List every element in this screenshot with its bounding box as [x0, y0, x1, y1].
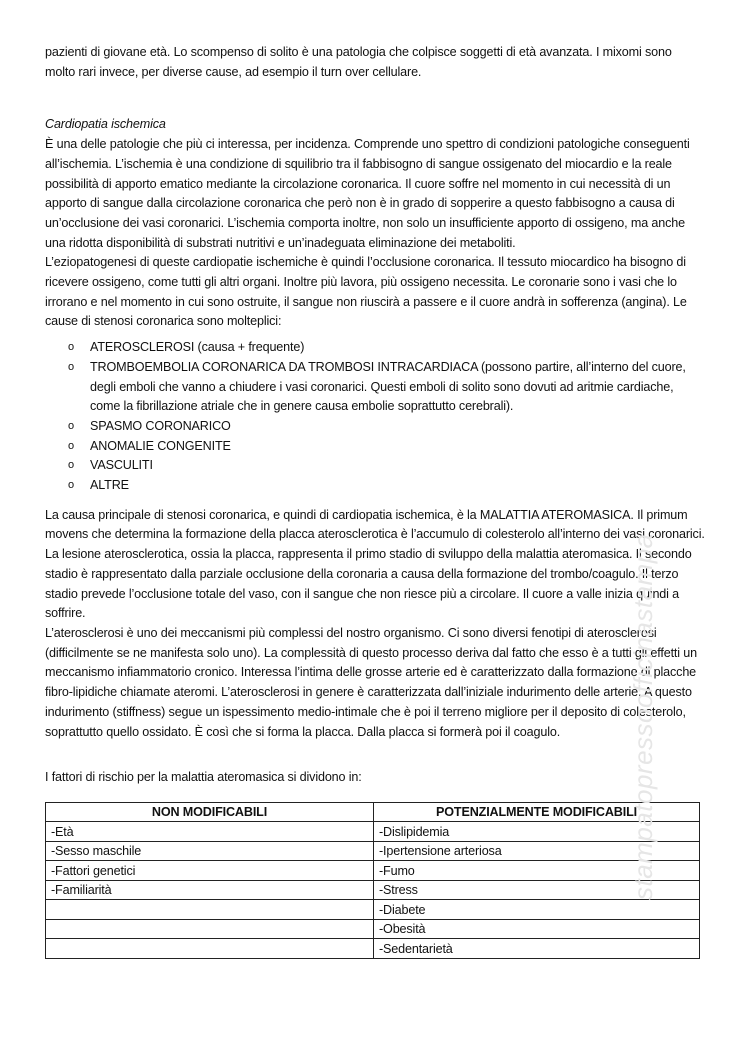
table-row: -Fattori genetici -Fumo — [46, 861, 700, 881]
table-row: -Sedentarietà — [46, 939, 700, 959]
circle-bullet-icon: o — [68, 459, 74, 472]
circle-bullet-icon: o — [68, 419, 74, 432]
column-header-non-modifiable: NON MODIFICABILI — [46, 802, 374, 822]
circle-bullet-icon: o — [68, 439, 74, 452]
paragraph-risk-factors-intro: I fattori di rischio per la malattia ateromasica si dividono in: — [45, 770, 362, 785]
list-item: o SPASMO CORONARICO — [45, 417, 705, 437]
table-header-row — [46, 802, 700, 822]
watermark: stampatopressoofficinastampa — [628, 533, 658, 900]
table-row: -Sesso maschile -Ipertensione arteriosa — [46, 841, 700, 861]
paragraph-etiopathogenesis: L’eziopatogenesi di queste cardiopatie ischemiche è quindi l’occlusione coronarica. Il tessuto miocardico ha bisogno di ricevere ossigeno, come tutti gli altri organi. Inoltre più lavora, più ossigeno necessita. Le coronarie sono i vasi che lo irrorano e nel momento in cui sono ostruite, il sangue non riuscirà a passere e il cuore andrà in sofferenza (angina). Le cause di stenosi coronarica sono molteplici: — [45, 255, 687, 329]
table-row: -Età -Dislipidemia — [46, 822, 700, 842]
circle-bullet-icon: o — [68, 360, 74, 373]
document-page — [45, 43, 705, 959]
circle-bullet-icon: o — [68, 479, 74, 492]
paragraph-aterosclerosi: L’aterosclerosi è uno dei meccanismi più complessi del nostro organismo. Ci sono diversi fenotipi di aterosclerosi (difficilmente se ne manifesta solo uno). La complessità di questo processo deriva dal fatto che esso è a tutti gli effetti un meccanismo infiammatorio cronico. Interessa l’intima delle grosse arterie ed è caratterizzato dalla formazione di placche fibro-lipidiche chiamate ateromi. L’aterosclerosi in genere è caratterizzata dall’iniziale indurimento delle arterie. A questo indurimento (stiffness) segue un ispessimento medio-intimale che è poi il terreno migliore per il deposito di colesterolo, soprattutto quello ossidato. È così che si forma la placca. Dalla placca si formerà poi il coagulo. — [45, 625, 697, 739]
spacer — [45, 82, 705, 115]
causes-list — [45, 338, 705, 496]
circle-bullet-icon: o — [68, 341, 74, 354]
paragraph-ischemia-definition: È una delle patologie che più ci interessa, per incidenza. Comprende uno spettro di condizioni patologiche conseguenti all’ischemia. L’ischemia è una condizione di squilibrio tra il fabbisogno di sangue ossigenato del miocardio e la reale possibilità di apporto ematico mediante la circolazione coronarica. Il cuore soffre nel momento in cui necessità di un apporto di sangue dalla circolazione coronarica che però non è in grado di sopperire a questo fabbisogno a causa di un’occlusione dei vasi coronarici. L’ischemia comporta inoltre, non solo un insufficiente apporto di ossigeno, ma anche una ridotta disponibilità di substrati nutritivi e un’inadeguata eliminazione dei metaboliti. — [45, 137, 690, 250]
table-row: -Diabete — [46, 900, 700, 920]
table-row: -Familiarità -Stress — [46, 880, 700, 900]
list-item: o TROMBOEMBOLIA CORONARICA DA TROMBOSI INTRACARDIACA (possono partire, all’interno del cuore, degli emboli che vanno a chiudere i vasi coronarici. Questi emboli di solito sono dovuti ad aritmie cardiache, come la fibrillazione atriale che in genere causa embolie soprattutto cerebrali). — [68, 359, 686, 414]
column-header-modifiable: POTENZIALMENTE MODIFICABILI — [374, 802, 700, 822]
list-item: o ALTRE — [45, 476, 705, 496]
table-row: -Obesità — [46, 919, 700, 939]
list-item: o ANOMALIE CONGENITE — [45, 437, 705, 457]
intro-paragraph: pazienti di giovane età. Lo scompenso di solito è una patologia che colpisce soggetti di età avanzata. I mixomi sono molto rari invece, per diverse cause, ad esempio il turn over cellulare. — [45, 45, 672, 79]
spacer — [45, 742, 705, 768]
risk-factors-table — [45, 802, 700, 959]
paragraph-malattia-ateromasica: La causa principale di stenosi coronarica, e quindi di cardiopatia ischemica, è la MALATTIA ATEROMASICA. Il primum movens che determina la formazione della placca aterosclerotica è l’accumulo di colesterolo all’interno dei vasi coronarici. La lesione aterosclerotica, ossia la placca, rappresenta il primo stadio di sviluppo della malattia ateromasica. Il secondo stadio è rappresentato dalla parziale occlusione della coronaria a causa della formazione del trombo/coagulo. Il terzo stadio prevede l’occlusione totale del vaso, con il sangue che non riesce più a circolare. Il cuore a valle inizia quindi a soffrire. — [45, 507, 705, 621]
list-item: o VASCULITI — [45, 456, 705, 476]
section-heading: Cardiopatia ischemica — [45, 117, 166, 132]
list-item: o ATEROSCLEROSI (causa + frequente) — [45, 338, 705, 358]
